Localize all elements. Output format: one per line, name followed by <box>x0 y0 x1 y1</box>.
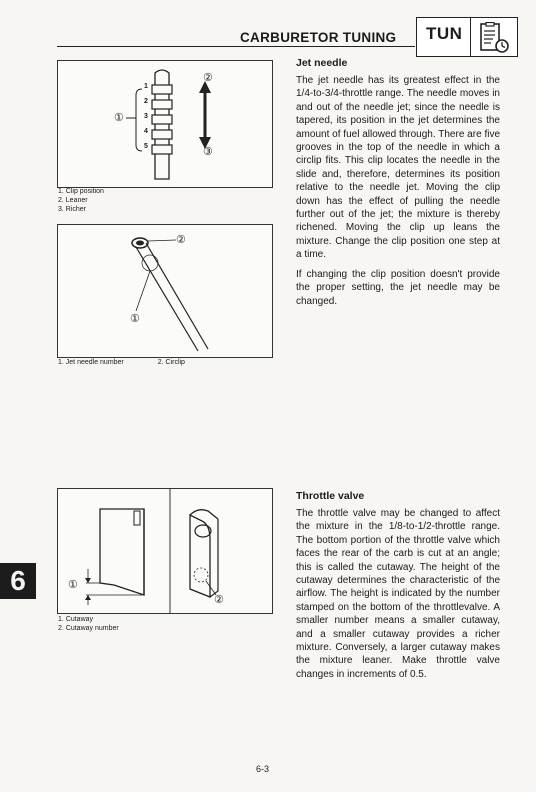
groove-number-5: 5 <box>144 143 148 150</box>
callout-1: ① <box>114 112 124 124</box>
section-heading-throttle-valve: Throttle valve <box>296 490 365 502</box>
groove-number-4: 4 <box>144 128 148 135</box>
callout-2: ② <box>203 72 213 84</box>
figure-throttle-valve <box>57 488 273 614</box>
groove-number-1: 1 <box>144 83 148 90</box>
chapter-tab: 6 <box>0 563 36 599</box>
header-rule <box>57 46 415 47</box>
throttle-valve-text <box>296 507 500 687</box>
callout-3: ③ <box>203 146 213 158</box>
callout-2: ② <box>176 234 186 246</box>
section-code: TUN <box>426 24 463 43</box>
page-number: 6-3 <box>256 764 270 774</box>
paragraph: The throttle valve may be changed to affect the mixture in the 1/8-to-1/2-throttle range. The bottom portion of the throttle valve which faces the rear of the carb is cut at an angle; this is called the cutaway. The height of the cutaway determines the characteristic of the airflow. The height is indicated by the number stamped on the bottom of the throttlevalve. A smaller number means a smaller cutaway, and a smaller cutaway provides a richer mixture. Conversely, a larger cutaway makes the mixture leaner. Make throttle valve changes in increments of 0.5. <box>296 508 500 680</box>
section-tab-divider <box>470 17 471 57</box>
legend-item: 1. Cutaway <box>58 616 94 623</box>
legend-item: 1. Jet needle number <box>58 359 124 366</box>
paragraph: If changing the clip position doesn't provide the proper setting, the jet needle may be changed. <box>296 268 500 307</box>
figure-jet-needle <box>57 224 273 358</box>
throttle-valve-drawing <box>58 489 272 613</box>
legend-item: 2. Circlip <box>157 359 185 366</box>
needle-grooves-drawing <box>58 61 272 187</box>
callout-1: ① <box>130 313 140 325</box>
figure2-legend <box>58 358 185 367</box>
legend-item: 2. Leaner <box>58 197 88 204</box>
legend-item: 2. Cutaway number <box>58 625 119 632</box>
carburetor-checklist-icon <box>478 22 510 59</box>
callout-1: ① <box>68 579 78 591</box>
jet-needle-text <box>296 74 500 314</box>
figure3-legend <box>58 615 119 633</box>
groove-number-2: 2 <box>144 98 148 105</box>
figure-clip-position <box>57 60 273 188</box>
legend-item: 1. Clip position <box>58 188 104 195</box>
paragraph: The jet needle has its greatest effect in the 1/4-to-3/4-throttle range. The needle moves in and out of the needle jet; since the needle is tapered, its position in the jet determines the amount of fuel allowed through. There are five grooves in the top of the needle in which a circlip fits. This clip locates the needle in the slide and, therefore, determines its position relative to the needle jet. Moving the clip down has the effect of pulling the needle further out of the jet; the mixture is thereby richened. Moving the clip up leans the mixture. Change the clip position one step at a time. <box>296 75 500 261</box>
page-title: CARBURETOR TUNING <box>240 30 397 45</box>
legend-item: 3. Richer <box>58 206 87 213</box>
groove-number-3: 3 <box>144 113 148 120</box>
callout-2: ② <box>214 594 224 606</box>
figure1-legend <box>58 187 104 214</box>
section-heading-jet-needle: Jet needle <box>296 57 348 69</box>
jet-needle-drawing <box>58 225 272 357</box>
